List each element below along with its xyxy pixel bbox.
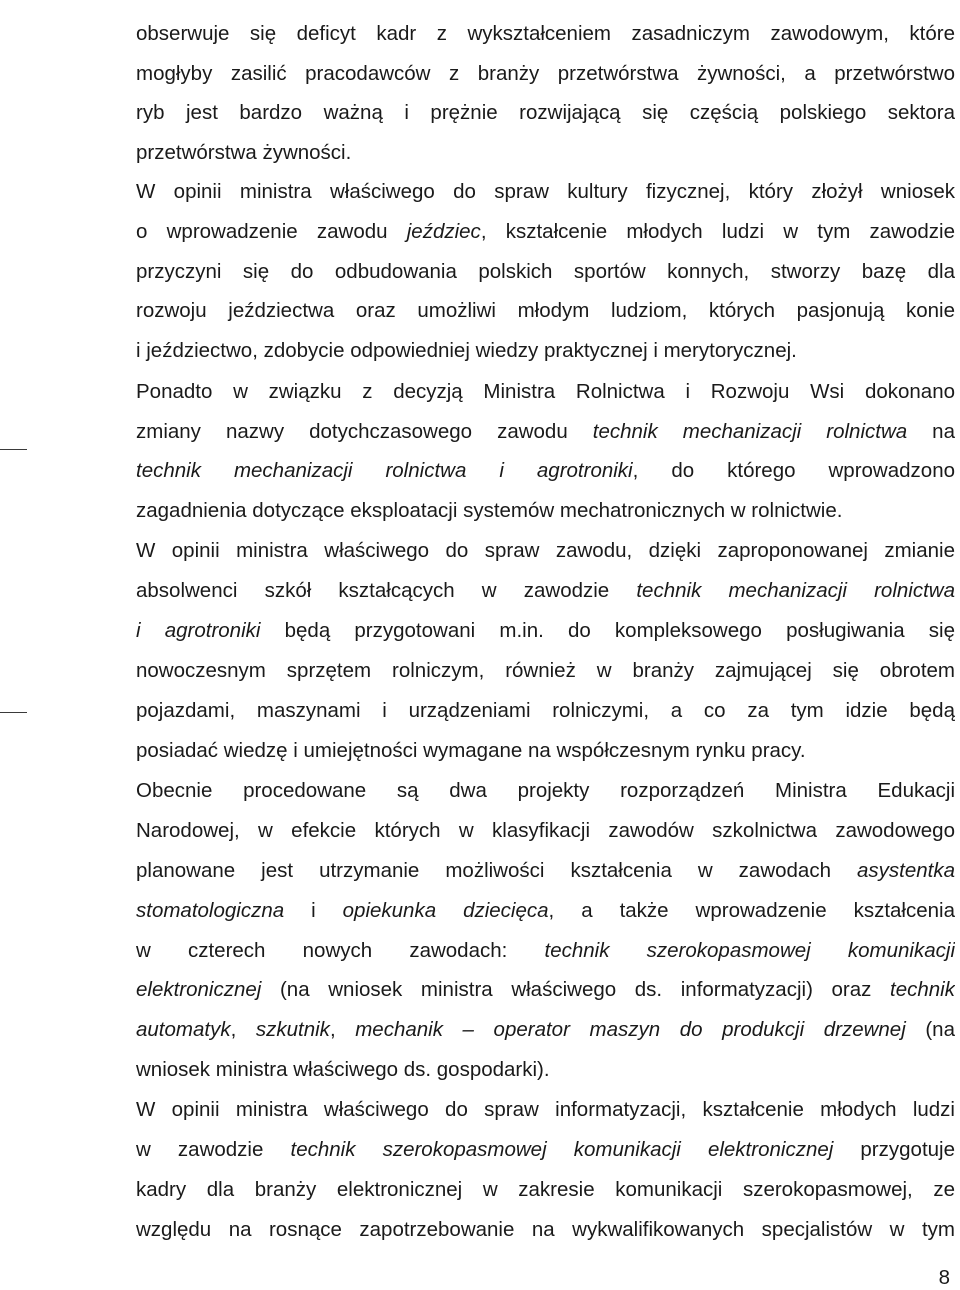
text-run: i jeździectwo, zdobycie odpowiedniej wiedzy praktycznej i merytorycznej. [136, 339, 797, 362]
text-run: pojazdami, maszynami i urządzeniami rolniczymi, a co za tym idzie będą [136, 699, 955, 722]
text-run: o wprowadzenie zawodu [136, 220, 407, 243]
text-run: w zawodzie [136, 1138, 291, 1161]
text-line [136, 611, 955, 651]
text-line [136, 14, 955, 54]
italic-term: automatyk [136, 1018, 231, 1041]
italic-term: technik mechanizacji rolnictwa i agrotroniki [136, 459, 633, 482]
text-line [136, 93, 955, 133]
margin-mark-2 [0, 712, 27, 713]
text-line [136, 1130, 955, 1170]
text-run: przetwórstwa żywności. [136, 141, 352, 164]
text-run: W opinii ministra właściwego do spraw informatyzacji, kształcenie młodych ludzi [136, 1098, 955, 1121]
italic-term: technik szerokopasmowej komunikacji elektronicznej [290, 1138, 834, 1161]
text-line [136, 811, 955, 851]
text-line [136, 651, 955, 691]
text-line [136, 1210, 955, 1250]
text-run: W opinii ministra właściwego do spraw zawodu, dzięki zaproponowanej zmianie [136, 539, 955, 562]
text-line [136, 133, 955, 173]
margin-mark-1 [0, 449, 27, 450]
text-run: (na [905, 1018, 955, 1041]
text-run: Ponadto w związku z decyzją Ministra Rolnictwa i Rozwoju Wsi dokonano [136, 380, 955, 403]
text-run: będą przygotowani m.in. do kompleksowego posługiwania się [260, 619, 955, 642]
text-run: , a także wprowadzenie kształcenia [548, 899, 955, 922]
text-line [136, 970, 955, 1010]
italic-term: szkutnik [255, 1018, 330, 1041]
text-line [136, 1050, 955, 1090]
text-run: , [230, 1018, 256, 1041]
text-line [136, 891, 955, 931]
text-line [136, 412, 955, 452]
text-line [136, 252, 955, 292]
text-run: zmiany nazwy dotychczasowego zawodu [136, 420, 593, 443]
text-line [136, 451, 955, 491]
text-run: , kształcenie młodych ludzi w tym zawodzie [480, 220, 955, 243]
text-run: (na wniosek ministra właściwego ds. informatyzacji) oraz [261, 978, 891, 1001]
text-run: W opinii ministra właściwego do spraw kultury fizycznej, który złożył wniosek [136, 180, 955, 203]
text-run: Obecnie procedowane są dwa projekty rozporządzeń Ministra Edukacji [136, 779, 955, 802]
italic-term: opiekunka dziecięca [342, 899, 549, 922]
italic-term: jeździec [406, 220, 481, 243]
text-line [136, 731, 955, 771]
text-run: absolwenci szkół kształcących w zawodzie [136, 579, 637, 602]
text-run: i [284, 899, 343, 922]
text-run: planowane jest utrzymanie możliwości kształcenia w zawodach [136, 859, 857, 882]
text-line [136, 931, 955, 971]
italic-term: technik mechanizacji rolnictwa [592, 420, 908, 443]
text-line [136, 571, 955, 611]
text-line [136, 212, 955, 252]
text-line [136, 1170, 955, 1210]
text-line [136, 372, 955, 412]
text-line [136, 172, 955, 212]
text-run: Narodowej, w efekcie których w klasyfikacji zawodów szkolnictwa zawodowego [136, 819, 955, 842]
text-line [136, 771, 955, 811]
text-line [136, 491, 955, 531]
italic-term: technik [890, 978, 955, 1001]
text-run: posiadać wiedzę i umiejętności wymagane na współczesnym rynku pracy. [136, 739, 806, 762]
text-run: na [907, 420, 955, 443]
text-line [136, 1090, 955, 1130]
italic-term: elektronicznej [136, 978, 262, 1001]
italic-term: technik mechanizacji rolnictwa [636, 579, 955, 602]
text-line [136, 531, 955, 571]
text-run: , [329, 1018, 356, 1041]
italic-term: technik szerokopasmowej komunikacji [544, 939, 955, 962]
text-run: mogłyby zasilić pracodawców z branży przetwórstwa żywności, a przetwórstwo [136, 62, 955, 85]
text-run: rozwoju jeździectwa oraz umożliwi młodym ludziom, których pasjonują konie [136, 299, 955, 322]
page-number: 8 [938, 1266, 950, 1289]
text-run: przygotuje [833, 1138, 955, 1161]
text-line [136, 291, 955, 331]
text-run: kadry dla branży elektronicznej w zakresie komunikacji szerokopasmowej, ze [136, 1178, 955, 1201]
text-run: w czterech nowych zawodach: [136, 939, 545, 962]
italic-term: asystentka [857, 859, 955, 882]
text-run: nowoczesnym sprzętem rolniczym, również w branży zajmującej się obrotem [136, 659, 955, 682]
text-run: przyczyni się do odbudowania polskich sportów konnych, stworzy bazę dla [136, 260, 955, 283]
text-run: wniosek ministra właściwego ds. gospodarki). [136, 1058, 550, 1081]
text-run: obserwuje się deficyt kadr z wykształceniem zasadniczym zawodowym, które [136, 22, 955, 45]
text-line [136, 54, 955, 94]
italic-term: mechanik – operator maszyn do produkcji drzewnej [355, 1018, 906, 1041]
text-run: zagadnienia dotyczące eksploatacji systemów mechatronicznych w rolnictwie. [136, 499, 843, 522]
text-run: względu na rosnące zapotrzebowanie na wykwalifikowanych specjalistów w tym [136, 1218, 955, 1241]
text-run: ryb jest bardzo ważną i prężnie rozwijającą się częścią polskiego sektora [136, 101, 955, 124]
text-line [136, 331, 955, 371]
italic-term: stomatologiczna [136, 899, 285, 922]
text-line [136, 691, 955, 731]
text-line [136, 851, 955, 891]
text-run: , do którego wprowadzono [632, 459, 955, 482]
italic-term: i agrotroniki [136, 619, 261, 642]
text-line [136, 1010, 955, 1050]
